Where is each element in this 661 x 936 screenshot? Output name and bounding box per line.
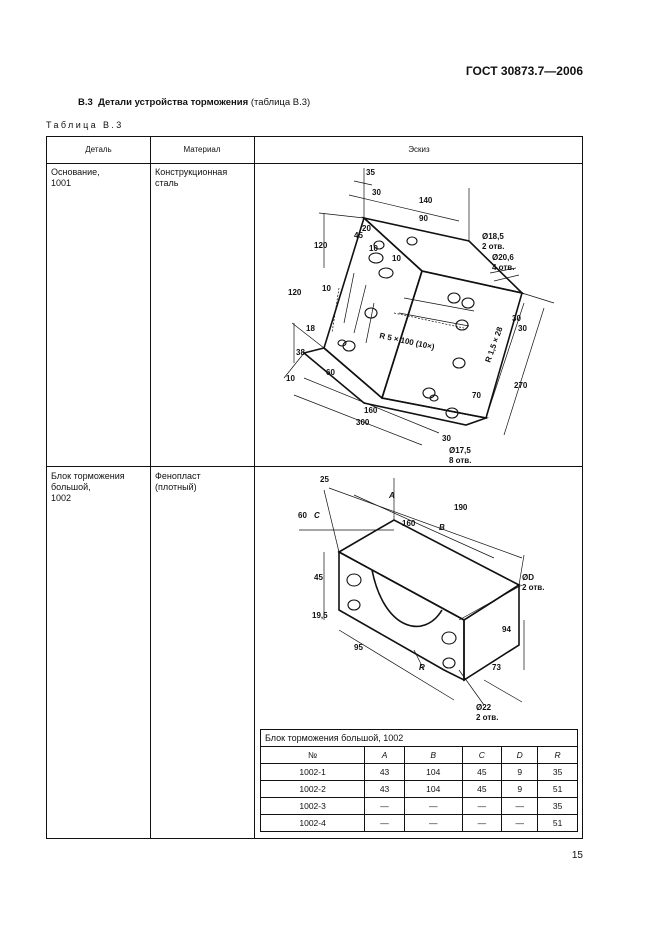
slot-label: R 5 × 100 (10×) [378, 331, 436, 352]
table-cell: — [365, 815, 405, 832]
hole-label: Ø18,5 [482, 232, 504, 241]
base-plate-sketch [254, 163, 582, 465]
dim-label: 60 [298, 511, 307, 520]
brake-block-sketch [284, 470, 578, 722]
part-text: большой, [51, 482, 91, 492]
dim-label: 20 [362, 224, 371, 233]
material-cell [155, 471, 201, 493]
dim-label: 10 [369, 244, 378, 253]
dims-header: A [365, 747, 405, 764]
dim-label: 25 [320, 475, 329, 484]
part-cell [51, 471, 125, 504]
table-cell: 104 [404, 781, 462, 798]
dim-label: 120 [314, 241, 328, 250]
dim-label: 120 [288, 288, 302, 297]
dim-label: 270 [514, 381, 528, 390]
table-cell: — [462, 798, 502, 815]
hole-label: ØD [522, 573, 534, 582]
material-text: Фенопласт [155, 471, 201, 481]
part-cell [51, 167, 100, 189]
table-cell: 51 [538, 815, 578, 832]
table-cell: — [365, 798, 405, 815]
part-text: 1002 [51, 493, 72, 503]
dim-label: 160 [364, 406, 378, 415]
dim-label: 30 [512, 314, 521, 323]
table-cell: 35 [538, 764, 578, 781]
table-row [261, 815, 578, 832]
table-cell: — [462, 815, 502, 832]
dim-label: 30 [442, 434, 451, 443]
dim-label: 45 [314, 573, 323, 582]
dim-label: R [419, 663, 425, 672]
table-cell: — [502, 798, 538, 815]
part-text: Блок торможения [51, 471, 125, 481]
col-divider [150, 137, 151, 838]
dim-label: 35 [366, 168, 375, 177]
dims-header: C [462, 747, 502, 764]
dims-header: D [502, 747, 538, 764]
dim-label: 73 [492, 663, 501, 672]
table-cell: 1002-3 [261, 798, 365, 815]
dims-header: B [404, 747, 462, 764]
dim-label: 30 [518, 324, 527, 333]
dim-label: 10 [286, 374, 295, 383]
material-text: Конструкционная [155, 167, 228, 177]
hole-label: Ø22 [476, 703, 492, 712]
dims-header: R [538, 747, 578, 764]
table-cell: 1002-2 [261, 781, 365, 798]
part-text: Основание, [51, 167, 100, 177]
hole-note: 4 отв. [492, 263, 515, 272]
dim-label: 30 [372, 188, 381, 197]
dim-label: 60 [326, 368, 335, 377]
dim-label: 18 [306, 324, 315, 333]
material-text: (плотный) [155, 482, 197, 492]
row-divider [47, 466, 582, 467]
hole-note: 2 отв. [482, 242, 505, 251]
table-cell: 104 [404, 764, 462, 781]
dim-label: 70 [472, 391, 481, 400]
table-cell: 1002-1 [261, 764, 365, 781]
dim-label: B [439, 523, 445, 532]
part-text: 1001 [51, 178, 72, 188]
table-cell: 35 [538, 798, 578, 815]
hole-label: Ø20,6 [492, 253, 514, 262]
material-text: сталь [155, 178, 179, 188]
col-header-sketch: Эскиз [408, 145, 430, 154]
col-header-part: Деталь [85, 145, 112, 154]
dim-label: 300 [356, 418, 370, 427]
table-cell: 45 [462, 764, 502, 781]
section-heading [78, 97, 310, 108]
table-cell: 9 [502, 781, 538, 798]
page-number: 15 [571, 850, 583, 861]
dim-label: 190 [454, 503, 468, 512]
dim-label: 19,5 [312, 611, 328, 620]
table-caption: Таблица B.3 [46, 120, 124, 130]
dim-label: 94 [502, 625, 511, 634]
dims-table-caption: Блок торможения большой, 1002 [261, 730, 578, 747]
col-header-material: Материал [183, 145, 221, 154]
section-title: Детали устройства торможения [98, 97, 249, 108]
dims-header: № [261, 747, 365, 764]
table-cell: 43 [365, 764, 405, 781]
table-cell: — [502, 815, 538, 832]
dim-label: 38 [296, 348, 305, 357]
dim-label: A [389, 491, 395, 500]
section-ref: (таблица B.3) [250, 97, 311, 108]
dim-label: 95 [354, 643, 363, 652]
table-cell: 51 [538, 781, 578, 798]
hole-note: 2 отв. [476, 713, 499, 722]
hole-note: 2 отв. [522, 583, 545, 592]
section-number: B.3 [78, 97, 93, 108]
dim-label: 45 [354, 231, 363, 240]
material-cell [155, 167, 227, 189]
dim-label: C [314, 511, 320, 520]
dim-label: 10 [322, 284, 331, 293]
hole-note: 8 отв. [449, 456, 472, 465]
table-cell: — [404, 798, 462, 815]
table-cell: 43 [365, 781, 405, 798]
table-row [261, 781, 578, 798]
hole-label: Ø17,5 [449, 446, 471, 455]
slot-label: R 1,5 × 28 [483, 325, 505, 364]
table-cell: 45 [462, 781, 502, 798]
dim-label: 90 [419, 214, 428, 223]
table-row [261, 764, 578, 781]
dim-label: 10 [392, 254, 401, 263]
table-cell: — [404, 815, 462, 832]
table-cell: 9 [502, 764, 538, 781]
dim-label: 140 [419, 196, 433, 205]
standard-number: ГОСТ 30873.7—2006 [465, 64, 583, 78]
table-cell: 1002-4 [261, 815, 365, 832]
brake-block-dimensions-table [260, 729, 578, 832]
table-row [261, 798, 578, 815]
dim-label: 160 [402, 519, 416, 528]
